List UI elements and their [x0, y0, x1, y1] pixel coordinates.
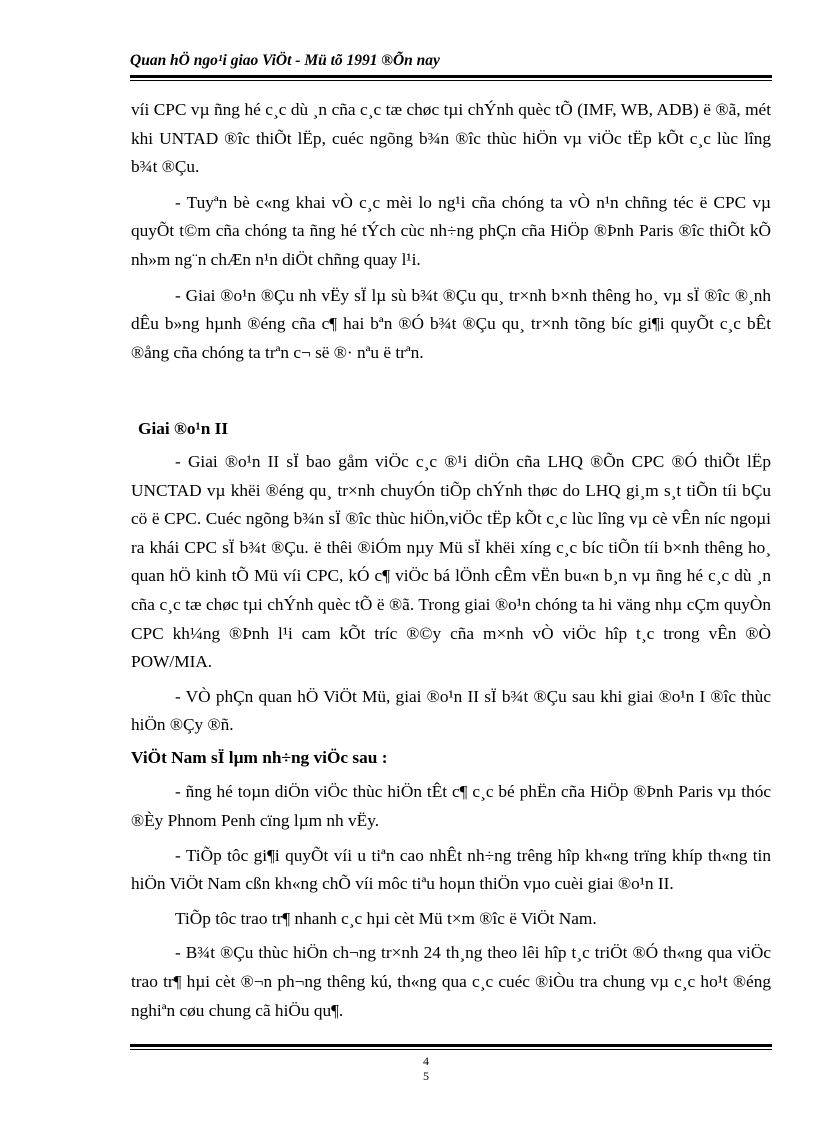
paragraph-phase-one-summary: - Giai ®o¹n ®Çu nh vËy sÏ lµ sù b¾t ®Çu qu¸ tr×nh b×nh thêng ho¸ vµ sÏ ®îc ®¸nh dÊu b»ng hµnh ®éng cña c¶ hai bªn ®Ó b¾t ®Çu qu¸ tr×nh tõng bíc gi¶i quyÕt c¸c bÊt ®ång cña chóng ta trªn c¬ së ®· nªu ë trªn. — [131, 285, 771, 362]
page-number-secondary: 5 — [423, 1069, 429, 1083]
list-item-resolve-cases: - TiÕp tôc gi¶i quyÕt víi u tiªn cao nhÊt nh÷ng trêng hîp kh«ng trïng khíp th«ng tin hiÖn ViÖt Nam cßn kh«ng chÕ víi môc tiªu hoµn thiÖn vµo cuèi giai ®o¹n II. — [131, 845, 771, 894]
header-rule-thick — [130, 75, 772, 78]
paragraph-continuation: víi CPC vµ ñng hé c¸c dù ¸n cña c¸c tæ chøc tµi chÝnh quèc tÕ (IMF, WB, ADB) ë ®ã, mét khi UNTAD ®îc thiÕt lËp, cuéc ngõng b¾n ®îc thùc hiÖn vµ viÖc tËp kÕt c¸c lùc lîng b¾t ®Çu. — [131, 100, 771, 177]
page-number: 4 — [423, 1054, 429, 1068]
running-header: Quan hÖ ngo¹i giao ViÖt - Mü tõ 1991 ®Õn nay — [130, 52, 440, 69]
subheading-vietnam-tasks: ViÖt Nam sÏ lµm nh÷ng viÖc sau : — [131, 747, 388, 767]
list-item-support-paris: - ñng hé toµn diÖn viÖc thùc hiÖn tÊt c¶ c¸c bé phËn cña HiÖp ®Þnh Paris vµ thóc ®Èy Phnom Penh cïng lµm nh vËy. — [131, 782, 771, 831]
header-rule-thin — [130, 80, 772, 81]
list-item-24-month-program: - B¾t ®Çu thùc hiÖn ch¬ng tr×nh 24 th¸ng theo lêi hîp t¸c triÖt ®Ó th«ng qua viÖc trao tr¶ hµi cèt ®¬n ph¬ng thêng kú, th«ng qua c¸c cuéc ®iÒu tra chung vµ c¸c ho¹t ®éng nghiªn cøu chung cã hiÖu qu¶. — [131, 943, 771, 1020]
paragraph-declaration: - Tuyªn bè c«ng khai vÒ c¸c mèi lo ng¹i cña chóng ta vÒ n¹n chñng téc ë CPC vµ quyÕt t©m cña chóng ta ñng hé tÝch cùc nh÷ng phÇn cña HiÖp ®Þnh Paris ®îc thiÕt kÕ nh»m ng¨n chÆn n¹n diÖt chñng quay l¹i. — [131, 192, 771, 269]
paragraph-us-vietnam: - VÒ phÇn quan hÖ ViÖt Mü, giai ®o¹n II sÏ b¾t ®Çu sau khi giai ®o¹n I ®îc thùc hiÖn ®Çy ®ñ. — [131, 686, 771, 735]
document-body — [131, 96, 771, 1025]
footer-rule-thick — [130, 1044, 772, 1047]
section-heading-phase-two: Giai ®o¹n II — [138, 419, 229, 439]
footer-rule-thin — [130, 1049, 772, 1050]
list-item-repatriation: TiÕp tôc trao tr¶ nhanh c¸c hµi cèt Mü t×m ®îc ë ViÖt Nam. — [175, 908, 597, 928]
paragraph-phase-two: - Giai ®o¹n II sÏ bao gåm viÖc c¸c ®¹i diÖn cña LHQ ®Õn CPC ®Ó thiÕt lËp UNCTAD vµ khëi ®éng qu¸ tr×nh chuyÓn tiÕp chÝnh thøc do LHQ gi¸m s¸t tiÕn tíi bÇu cö ë CPC. Cuéc ngõng b¾n sÏ ®îc thùc hiÖn,viÖc tËp kÕt c¸c lùc lîng vµ cè vÊn níc ngoµi ra khái CPC sÏ b¾t ®Çu. ë thêi ®iÓm nµy Mü sÏ khëi xíng c¸c bíc tiÕn tíi b×nh thêng ho¸ quan hÖ kinh tÕ Mü víi CPC, kÓ c¶ viÖc bá lÖnh cÊm vËn bu«n b¸n vµ ñng hé c¸c dù ¸n cña c¸c tæ chøc tµi chÝnh quèc tÕ ë ®ã. Trong giai ®o¹n chóng ta hi väng nhµ cÇm quyÒn CPC kh¼ng ®Þnh l¹i cam kÕt tríc ®©y cña m×nh vÒ viÖc hîp t¸c trong vÊn ®Ò POW/MIA. — [131, 451, 771, 672]
